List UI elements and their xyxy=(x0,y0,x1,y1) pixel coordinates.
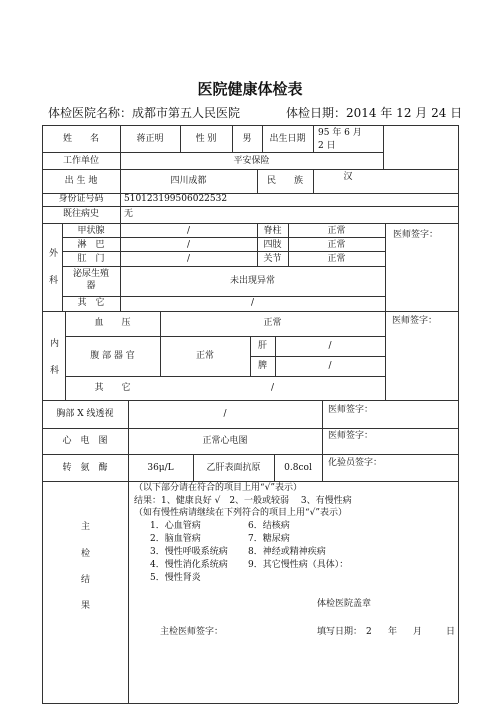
surgery-other-label: 其 它 xyxy=(77,298,105,308)
history-label: 既往病史 xyxy=(62,209,99,219)
anus-label: 肛 门 xyxy=(77,254,105,264)
id-label: 身份证号码 xyxy=(58,194,104,204)
employer-label: 工作单位 xyxy=(62,156,99,166)
hospital-stamp-label: 体检医院盖章 xyxy=(317,599,372,609)
xray-label: 胸部 X 线透视 xyxy=(56,409,114,419)
internal-section-char-2: 科 xyxy=(50,366,60,376)
joints-value: 正常 xyxy=(327,254,346,264)
urogenital-label-line1: 泌尿生殖 xyxy=(72,269,109,279)
disease-item: 8．神经或精神疾病 xyxy=(248,547,326,557)
employer-value: 平安保险 xyxy=(233,156,270,166)
lymph-value: / xyxy=(186,240,191,250)
ecg-label: 心 电 图 xyxy=(62,436,108,446)
xray-signature: 医师签字： xyxy=(328,405,374,415)
thyroid-value: / xyxy=(186,226,191,236)
surgery-section-char-1: 外 xyxy=(49,249,59,259)
joints-label: 关节 xyxy=(263,254,282,264)
conclusion-section-char-1: 主 xyxy=(81,522,91,532)
bp-value: 正常 xyxy=(263,318,282,328)
exam-date-label: 体检日期： xyxy=(286,106,347,120)
abdominal-organs-label: 腹 部 器 官 xyxy=(90,351,135,361)
lab-technician-signature: 化验员签字： xyxy=(328,458,383,468)
gender-value: 男 xyxy=(242,134,252,144)
disease-item: 7．糖尿病 xyxy=(248,534,290,544)
conclusion-section-char-4: 果 xyxy=(81,601,91,611)
fill-date-month: 月 xyxy=(413,627,423,637)
chief-physician-signature: 主检医师签字： xyxy=(160,627,224,637)
result-line: 结果：1、健康良好 √ 2、一般或较弱 3、有慢性病 xyxy=(134,496,352,506)
fill-date-year: 2 xyxy=(366,627,372,637)
urogenital-value: 未出现异常 xyxy=(229,276,275,286)
history-value: 无 xyxy=(124,209,134,219)
abdominal-organs-value: 正常 xyxy=(195,351,214,361)
instruction-note-1: （以下部分请在符合的项目上用“√”表示） xyxy=(134,483,302,493)
dob-value-line2: 2 日 xyxy=(318,141,336,151)
disease-item: 2．脑血管病 xyxy=(150,534,201,544)
thyroid-label: 甲状腺 xyxy=(77,226,105,236)
internal-other-value: / xyxy=(270,383,275,393)
disease-item: 1．心血管病 xyxy=(150,521,201,531)
fill-date-day: 日 xyxy=(446,627,456,637)
ecg-signature: 医师签字： xyxy=(328,431,374,441)
surgery-section-char-2: 科 xyxy=(49,276,59,286)
spleen-value: / xyxy=(328,361,332,371)
id-value: 510123199506022532 xyxy=(124,194,228,204)
dob-label: 出生日期 xyxy=(269,134,306,144)
disease-item: 6．结核病 xyxy=(248,521,290,531)
surgery-signature: 医师签字： xyxy=(393,230,439,240)
gender-label: 性 别 xyxy=(195,134,217,144)
spine-label: 脊柱 xyxy=(263,226,282,236)
birthplace-label: 出 生 地 xyxy=(64,176,98,186)
disease-item: 9．其它慢性病（具体）： xyxy=(248,560,349,570)
instruction-note-2: （如有慢性病请继续在下列符合的项目上用“√”表示） xyxy=(134,508,347,518)
hbsag-value: 0.8col xyxy=(284,463,312,473)
liver-value: / xyxy=(328,341,332,351)
page-title: 医院健康体检表 xyxy=(197,80,303,98)
hospital-name xyxy=(48,104,240,121)
disease-item: 4．慢性消化系统病 xyxy=(150,560,228,570)
bp-label: 血 压 xyxy=(94,318,131,328)
fill-date-year-suffix: 年 xyxy=(388,627,398,637)
conclusion-section-char-3: 结 xyxy=(81,575,91,585)
internal-signature: 医师签字： xyxy=(392,316,438,326)
name-label: 姓 名 xyxy=(62,134,99,144)
exam-date xyxy=(286,104,462,121)
dob-value-line1: 95 年 6 月 xyxy=(318,128,362,138)
hospital-label: 体检医院名称： xyxy=(48,106,133,120)
transaminase-value: 36μ/L xyxy=(147,463,174,473)
xray-value: / xyxy=(223,409,227,419)
hospital-value: 成都市第五人民医院 xyxy=(132,106,241,120)
hbsag-label: 乙肝表面抗原 xyxy=(206,463,261,473)
internal-other-label: 其 它 xyxy=(94,383,131,393)
urogenital-label-line2: 器 xyxy=(86,281,96,291)
surgery-other-value: / xyxy=(250,298,255,308)
ethnicity-label: 民 族 xyxy=(266,176,303,186)
disease-item: 3．慢性呼吸系统病 xyxy=(150,547,228,557)
lymph-label: 淋 巴 xyxy=(77,240,105,250)
disease-item: 5．慢性肾炎 xyxy=(150,573,201,583)
name-value: 蒋正明 xyxy=(136,134,164,144)
limbs-label: 四肢 xyxy=(263,240,282,250)
birthplace-value: 四川成都 xyxy=(170,176,207,186)
internal-section-char-1: 内 xyxy=(50,339,60,349)
ethnicity-value: 汉 xyxy=(343,172,353,182)
spleen-label: 脾 xyxy=(257,361,267,371)
ecg-value: 正常心电图 xyxy=(202,436,248,446)
anus-value: / xyxy=(186,254,191,264)
spine-value: 正常 xyxy=(327,226,346,236)
fill-date-label: 填写日期： xyxy=(317,627,363,637)
limbs-value: 正常 xyxy=(327,240,346,250)
conclusion-section-char-2: 检 xyxy=(81,549,91,559)
transaminase-label: 转 氨 酶 xyxy=(62,463,108,473)
exam-date-value: 2014 年 12 月 24 日 xyxy=(346,106,463,120)
liver-label: 肝 xyxy=(257,341,267,351)
